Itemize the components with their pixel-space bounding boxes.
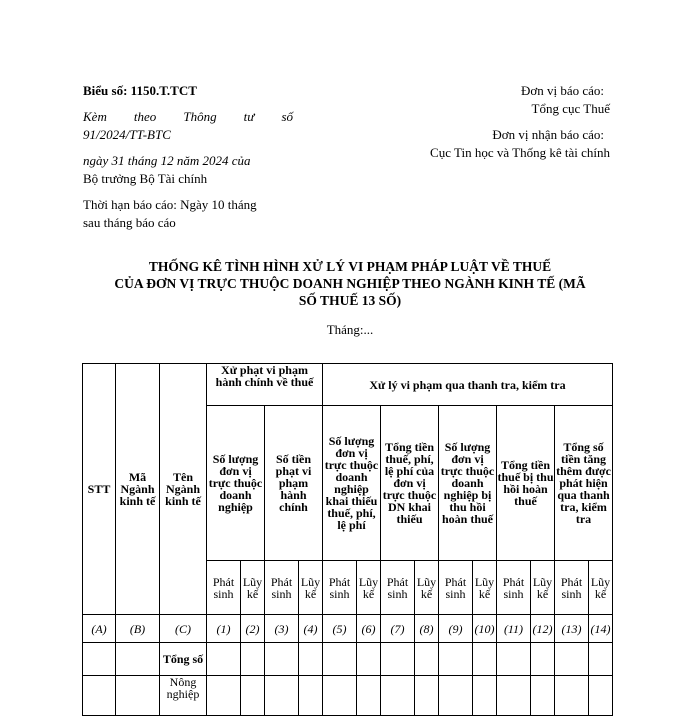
receiver-value: Cục Tin học và Thống kê tài chính	[430, 145, 610, 160]
header-underdeclared-count: Số lượng đơn vị trực thuộc doanh nghiệp khai thiếu thuế, phí, lệ phí	[323, 406, 381, 561]
header-arising: Phát sinh	[265, 561, 299, 615]
month-label: Tháng:...	[326, 322, 374, 337]
header-increase-amount: Tổng số tiền tăng thêm được phát hiện qua thanh tra, kiểm tra	[555, 406, 613, 561]
header-cumulative: Lũy kế	[299, 561, 323, 615]
header-cumulative: Lũy kế	[357, 561, 381, 615]
header-arising: Phát sinh	[207, 561, 241, 615]
header-arising: Phát sinh	[555, 561, 589, 615]
header-cumulative: Lũy kế	[241, 561, 265, 615]
col-code: (A)	[83, 615, 116, 643]
col-code: (1)	[207, 615, 241, 643]
title-line-1: THỐNG KÊ TÌNH HÌNH XỬ LÝ VI PHẠM PHÁP LUẬT VỀ THUẾ	[148, 259, 552, 274]
header-cumulative: Lũy kế	[589, 561, 613, 615]
col-code: (13)	[555, 615, 589, 643]
header-arising: Phát sinh	[439, 561, 473, 615]
deadline-line-2: sau tháng báo cáo	[83, 215, 176, 230]
statistics-table	[82, 363, 613, 716]
header-refund-count: Số lượng đơn vị trực thuộc doanh nghiệp bị thu hồi hoàn thuế	[439, 406, 497, 561]
row-agriculture-label: Nông nghiệp	[160, 676, 207, 716]
table-row	[83, 643, 613, 676]
header-industry-code: Mã Ngành kinh tế	[116, 364, 160, 615]
circular-ref-line-3: ngày 31 tháng 12 năm 2024 của	[83, 153, 251, 168]
receiver-label: Đơn vị nhận báo cáo:	[492, 127, 604, 142]
circular-ref-line-4: Bộ trưởng Bộ Tài chính	[83, 171, 208, 186]
header-underdeclared-amount: Tổng tiền thuế, phí, lệ phí của đơn vị trực thuộc DN khai thiếu	[381, 406, 439, 561]
header-cumulative: Lũy kế	[473, 561, 497, 615]
title-line-3: SỐ THUẾ 13 SỐ)	[298, 293, 402, 308]
header-left	[83, 82, 293, 232]
header-group-inspection: Xử lý vi phạm qua thanh tra, kiểm tra	[323, 364, 613, 406]
col-code: (4)	[299, 615, 323, 643]
header-industry-name: Tên Ngành kinh tế	[160, 364, 207, 615]
row-total-label: Tổng số	[160, 643, 207, 676]
col-code: (B)	[116, 615, 160, 643]
header-stt: STT	[83, 364, 116, 615]
col-code: (6)	[357, 615, 381, 643]
col-code: (9)	[439, 615, 473, 643]
col-code: (2)	[241, 615, 265, 643]
header-cumulative: Lũy kế	[531, 561, 555, 615]
circular-ref-line-1: Kèm theo Thông tư số	[83, 109, 293, 124]
header-admin-amount: Số tiền phạt vi phạm hành chính	[265, 406, 323, 561]
col-code: (12)	[531, 615, 555, 643]
header-arising: Phát sinh	[323, 561, 357, 615]
report-title	[80, 258, 620, 309]
table-row	[83, 676, 613, 716]
header-arising: Phát sinh	[381, 561, 415, 615]
header-refund-amount: Tổng tiền thuế bị thu hồi hoàn thuế	[497, 406, 555, 561]
deadline-line-1: Thời hạn báo cáo: Ngày 10 tháng	[83, 197, 257, 212]
circular-ref-line-2: 91/2024/TT-BTC	[83, 127, 171, 142]
col-code: (8)	[415, 615, 439, 643]
reporter-value: Tổng cục Thuế	[531, 101, 610, 116]
title-line-2: CỦA ĐƠN VỊ TRỰC THUỘC DOANH NGHIỆP THEO NGÀNH KINH TẾ (MÃ	[114, 276, 586, 291]
header-right	[400, 82, 610, 162]
col-code: (C)	[160, 615, 207, 643]
col-code: (7)	[381, 615, 415, 643]
col-code: (10)	[473, 615, 497, 643]
col-code: (14)	[589, 615, 613, 643]
reporter-label: Đơn vị báo cáo:	[520, 83, 604, 98]
col-code: (11)	[497, 615, 531, 643]
header-admin-count: Số lượng đơn vị trực thuộc doanh nghiệp	[207, 406, 265, 561]
header-cumulative: Lũy kế	[415, 561, 439, 615]
form-code: Biểu số: 1150.T.TCT	[83, 83, 197, 98]
col-code: (3)	[265, 615, 299, 643]
col-code: (5)	[323, 615, 357, 643]
header-group-admin: Xử phạt vi phạm hành chính về thuế	[207, 364, 323, 406]
header-arising: Phát sinh	[497, 561, 531, 615]
